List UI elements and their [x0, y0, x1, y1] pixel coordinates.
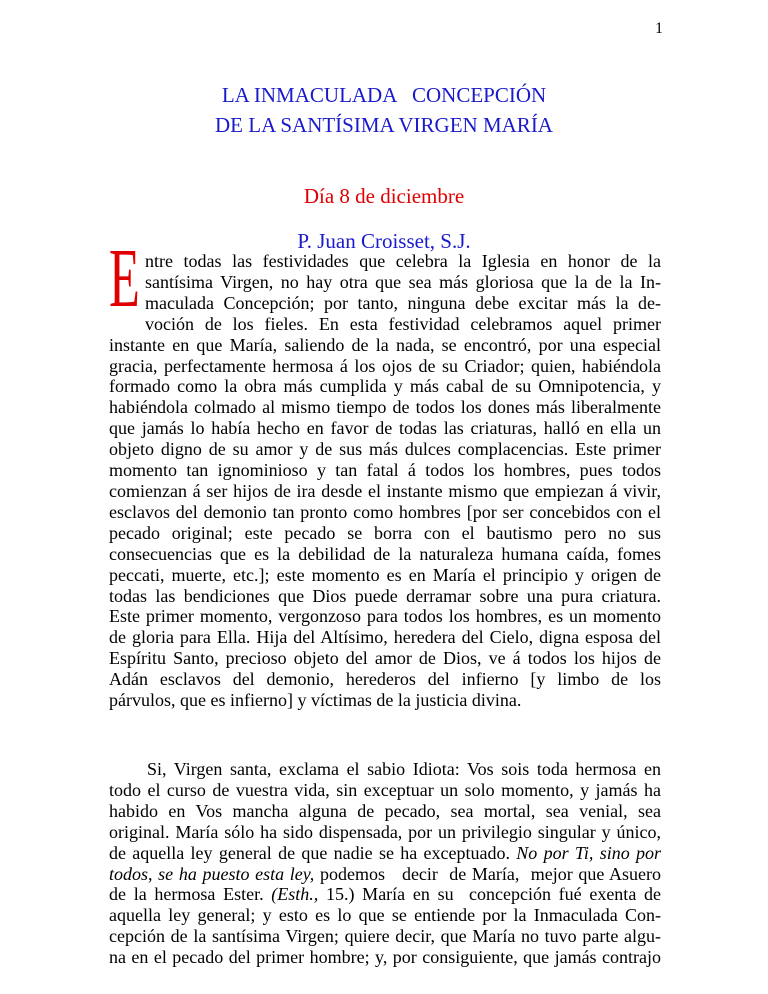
- text-segment: peccati, muerte, etc.]; este momento es en María el principio y origen de: [109, 564, 661, 585]
- text-segment: objeto digno de su amor y de sus más dulces complacencias. Este primer: [109, 439, 661, 460]
- text-line: [109, 648, 661, 669]
- text-line: [145, 293, 661, 314]
- text-line: [109, 544, 661, 565]
- text-segment: todo el curso de vuestra vida, sin exceptuar un solo momento, y jamás ha: [109, 779, 661, 800]
- text-segment: Adán esclavos del demonio, herederos del infierno [y limbo de los: [109, 669, 661, 690]
- title-line: DE LA SANTÍSIMA VIRGEN MARÍA: [215, 113, 553, 137]
- text-segment: esclavos del demonio tan pronto como hombres [por ser concebidos con el: [109, 501, 661, 522]
- text-segment: original. María sólo ha sido dispensada, por un privilegio singular y único,: [109, 821, 661, 842]
- text-line: [109, 947, 661, 968]
- feast-date: Día 8 de diciembre: [303, 184, 465, 208]
- text-segment: que jamás lo había hecho en favor de todas las criaturas, halló en ella un: [109, 418, 661, 439]
- text-segment: 15.) María en su concepción fué exenta de: [318, 884, 661, 905]
- text-segment: de la hermosa Ester.: [109, 884, 272, 905]
- text-line: [109, 780, 661, 801]
- author: P. Juan Croisset, S.J.: [297, 229, 471, 253]
- text-line: [109, 376, 661, 397]
- text-line: [109, 418, 661, 439]
- text-line: [145, 272, 661, 293]
- text-line: [109, 523, 661, 544]
- text-segment: instante en que María, saliendo de la nada, se encontró, por una especial: [109, 334, 661, 355]
- text-line: [109, 335, 661, 356]
- text-segment: cepción de la santísima Virgen; quiere decir, que María no tuvo parte algu-: [109, 926, 661, 947]
- text-line: [109, 356, 661, 377]
- text-line: [109, 822, 661, 843]
- text-line: [109, 926, 661, 947]
- paragraph-1: [109, 251, 661, 711]
- text-segment: consecuencias que es la debilidad de la naturaleza humana caída, fomes: [109, 543, 661, 564]
- text-segment: santísima Virgen, no hay otra que sea más gloriosa que la de la In-: [145, 271, 661, 292]
- text-line: [109, 439, 661, 460]
- text-segment: habiéndola colmado al mismo tiempo de todos los dones más liberalmente: [109, 397, 661, 418]
- text-segment: ntre todas las festividades que celebra la Iglesia en honor de la: [145, 251, 661, 271]
- text-segment: maculada Concepción; por tanto, ninguna debe excitar más la de-: [145, 292, 661, 313]
- text-line: [109, 905, 661, 926]
- italic-text: todos, se ha puesto esta ley,: [109, 863, 315, 884]
- page-number: 1: [655, 20, 663, 37]
- text-segment: Si, Virgen santa, exclama el sabio Idiota: Vos sois toda hermosa en: [147, 759, 661, 779]
- italic-text: No por Ti, sino por: [516, 842, 662, 863]
- title-line: LA INMACULADA CONCEPCIÓN: [221, 83, 547, 107]
- text-line: [109, 884, 661, 905]
- text-line: [109, 502, 661, 523]
- text-segment: Este primer momento, vergonzoso para todos los hombres, es un momento: [109, 606, 661, 627]
- text-line: [109, 843, 661, 864]
- italic-text: (Esth.,: [271, 884, 319, 905]
- text-line: [145, 251, 661, 272]
- text-line: [109, 481, 661, 502]
- text-line: [109, 606, 661, 627]
- text-line: [109, 669, 661, 690]
- text-segment: pecado original; este pecado se borra con el bautismo pero no sus: [109, 522, 661, 543]
- text-line: [109, 864, 661, 885]
- text-line: [147, 759, 661, 780]
- text-segment: comienzan á ser hijos de ira desde el instante mismo que empiezan á vivir,: [109, 480, 661, 501]
- text-segment: gracia, perfectamente hermosa á los ojos de su Criador; quien, habiéndola: [109, 355, 661, 376]
- text-segment: voción de los fieles. En esta festividad celebramos aquel primer: [145, 313, 661, 334]
- text-segment: de aquella ley general de que nadie se ha exceptuado.: [109, 842, 517, 863]
- text-segment: todas las bendiciones que Dios puede derramar sobre una pura criatura.: [109, 585, 661, 606]
- text-segment: na en el pecado del primer hombre; y, por consiguiente, que jamás contrajo: [109, 947, 661, 968]
- text-segment: habido en Vos mancha alguna de pecado, sea mortal, sea venial, sea: [109, 800, 661, 821]
- text-segment: de gloria para Ella. Hija del Altísimo, heredera del Cielo, digna esposa del: [109, 627, 661, 648]
- paragraph-2: [109, 759, 661, 968]
- drop-cap: E: [109, 232, 140, 325]
- text-segment: podemos decir de María, mejor que Asuero: [314, 863, 661, 884]
- text-line: [145, 314, 661, 335]
- text-line: [109, 690, 661, 711]
- text-segment: párvulos, que es infierno] y víctimas de la justicia divina.: [109, 690, 522, 711]
- text-line: [109, 627, 661, 648]
- text-segment: aquella ley general; y esto es lo que se entiende por la Inmaculada Con-: [109, 905, 661, 926]
- text-line: [109, 586, 661, 607]
- text-segment: Espíritu Santo, precioso objeto del amor de Dios, ve á todos los hijos de: [109, 648, 661, 669]
- text-line: [109, 565, 661, 586]
- text-segment: formado como la obra más cumplida y más cabal de su Omnipotencia, y: [109, 376, 661, 397]
- text-line: [109, 460, 661, 481]
- text-line: [109, 397, 661, 418]
- document-title: [0, 80, 768, 140]
- text-line: [109, 801, 661, 822]
- text-segment: momento tan ignominioso y tan fatal á todos los hombres, pues todos: [109, 460, 661, 481]
